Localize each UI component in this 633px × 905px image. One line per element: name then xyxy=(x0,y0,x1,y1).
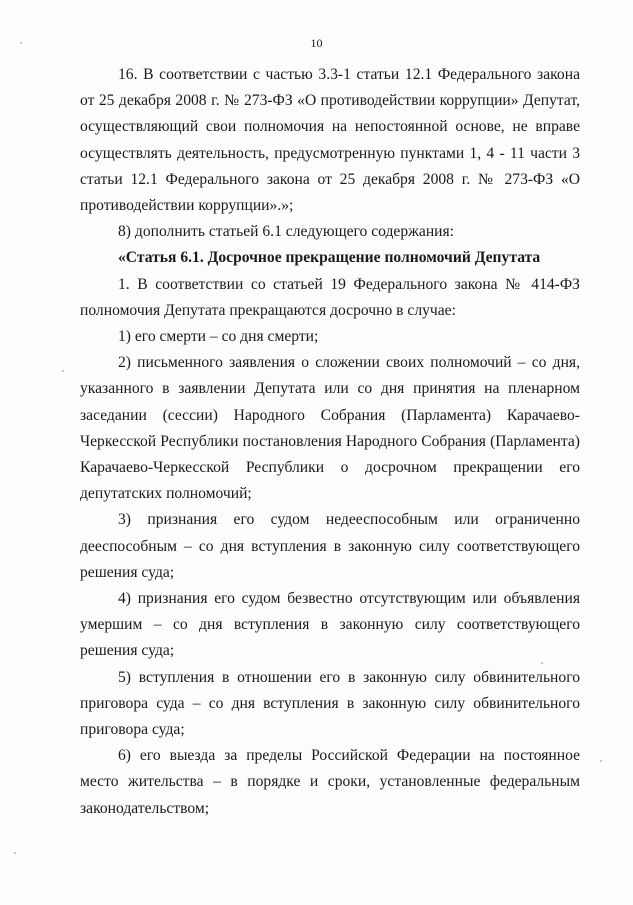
list-item-1: 1) его смерти – со дня смерти; xyxy=(118,328,319,346)
article-6-1-heading: «Статья 6.1. Досрочное прекращение полномочий Депутата xyxy=(118,249,541,267)
list-item-5: 5) вступления в отношении его в законную силу обвинительного приговора суда – со дня вступления в законную силу обвинительного приговора суда; xyxy=(80,668,580,739)
list-item-2: 2) письменного заявления о сложении своих полномочий – со дня, указанного в заявлении Депутата или со дня принятия на пленарном заседании (сессии) Народного Собрания (Парламента) Карачаево-Черкесской Республики постановления Народного Собрания (Парламента) Карачаево-Черкесской Республики о досрочном прекращении его депутатских полномочий; xyxy=(80,354,580,503)
paragraph-article-6-1-clause-1: 1. В соответствии со статьей 19 Федерального закона № 414-ФЗ полномочия Депутата прекращаются досрочно в случае: xyxy=(80,275,580,319)
document-body xyxy=(80,62,580,822)
list-item-6: 6) его выезда за пределы Российской Федерации на постоянное место жительства – в порядке и сроки, установленные федеральным законодательством; xyxy=(80,747,580,817)
scan-speck xyxy=(62,370,64,372)
scan-speck xyxy=(20,42,22,44)
scan-speck xyxy=(14,852,16,854)
list-item-3: 3) признания его судом недееспособным или ограниченно дееспособным – со дня вступления в законную силу соответствующего решения суда; xyxy=(80,511,580,581)
paragraph-amendment-8: 8) дополнить статьей 6.1 следующего содержания: xyxy=(118,223,455,241)
paragraph-16: 16. В соответствии с частью 3.3-1 статьи 12.1 Федерального закона от 25 декабря 2008 г. № 273-ФЗ «О противодействии коррупции» Депутат, осуществляющий свои полномочия на непостоянной основе, не вправе осуществлять деятельность, предусмотренную пунктами 1, 4 - 11 части 3 статьи 12.1 Федерального закона от 25 декабря 2008 г. № 273-ФЗ «О противодействии коррупции».»; xyxy=(80,66,580,215)
scan-speck xyxy=(600,760,602,762)
scan-speck xyxy=(541,662,543,664)
page-number: 10 xyxy=(310,36,323,50)
list-item-4: 4) признания его судом безвестно отсутствующим или объявления умершим – со дня вступления в законную силу соответствующего решения суда; xyxy=(80,590,580,660)
